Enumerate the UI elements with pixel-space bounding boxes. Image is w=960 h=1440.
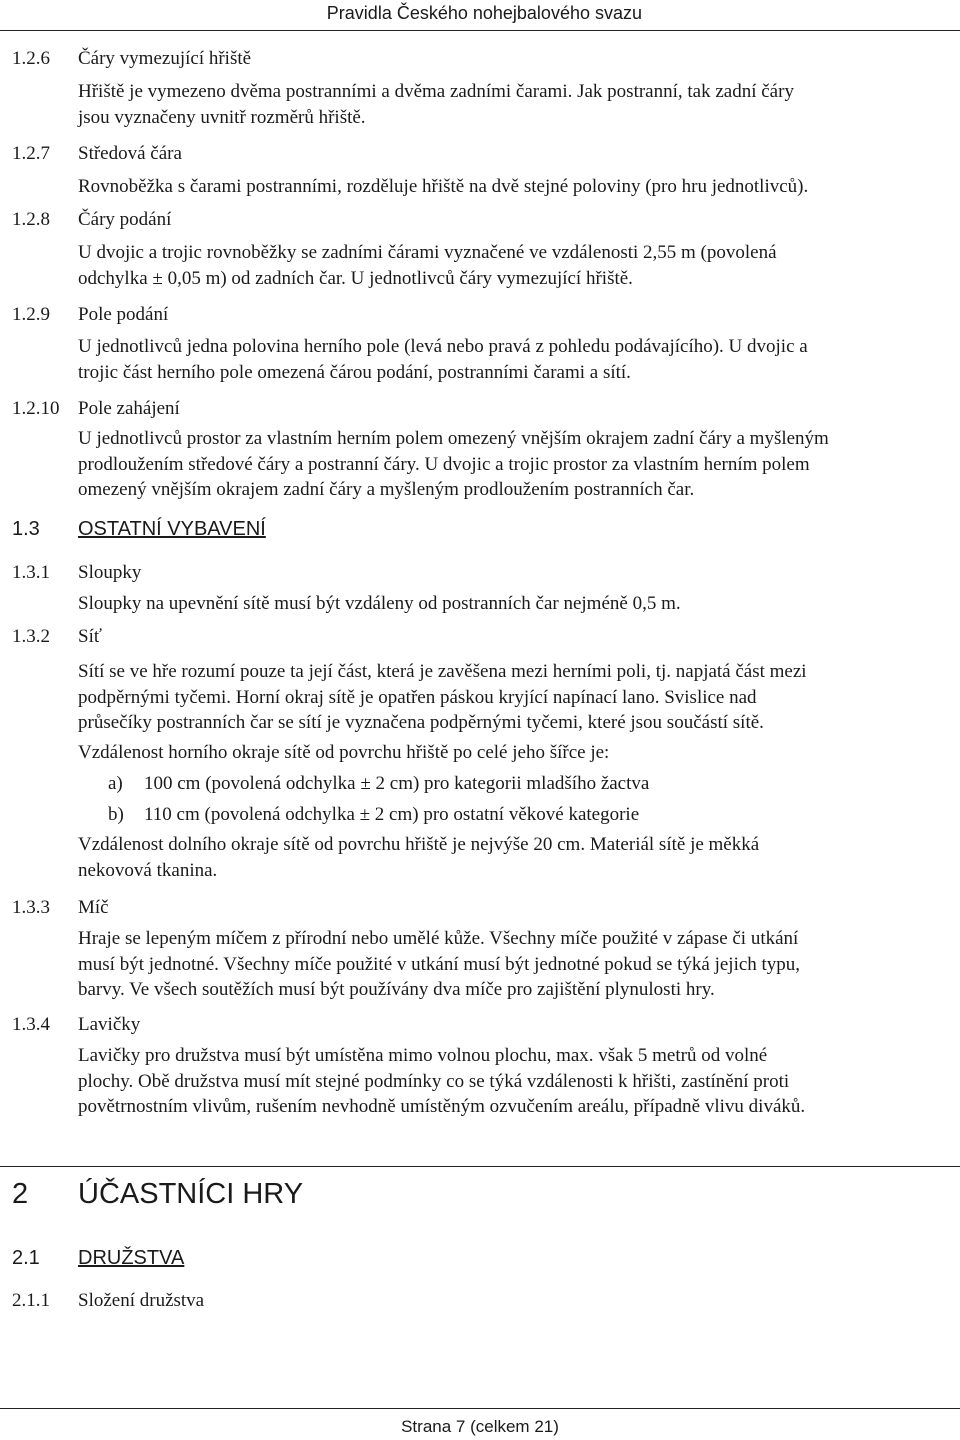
section-number: 1.2.7 (12, 143, 50, 164)
text-line: Rovnoběžka s čarami postranními, rozděluje hřiště na dvě stejné poloviny (pro hru jednotlivců). (78, 176, 809, 197)
text-line: jsou vyznačeny uvnitř rozměrů hřiště. (78, 106, 366, 128)
page-footer: Strana 7 (celkem 21) (401, 1417, 559, 1436)
section-title: Středová čára (78, 143, 182, 164)
text-line: trojic část herního pole omezená čárou podání, postranními čarami a sítí. (78, 361, 631, 383)
section-1-2-8-text (78, 240, 950, 291)
heading-number: 2.1 (12, 1247, 40, 1269)
text-line: Vzdálenost horního okraje sítě od povrchu hřiště po celé jeho šířce je: (78, 742, 610, 763)
list-text: 100 cm (povolená odchylka ± 2 cm) pro kategorii mladšího žactva (144, 773, 650, 794)
section-number: 1.3.3 (12, 897, 50, 918)
section-1-2-6-text (78, 79, 950, 130)
section-1-3-2-paragraph-2 (78, 832, 950, 883)
text-line: barvy. Ve všech soutěžích musí být používány dva míče pro zajištění plynulosti hry. (78, 979, 715, 1000)
text-line: odchylka ± 0,05 m) od zadních čar. U jednotlivců čáry vymezující hřiště. (78, 267, 633, 289)
text-line: U jednotlivců prostor za vlastním herním polem omezený vnějším okrajem zadní čáry a myšleným (78, 428, 829, 449)
text-line: Hřiště je vymezeno dvěma postranními a dvěma zadními čarami. Jak postranní, tak zadní čáry (78, 81, 794, 102)
list-label: b) (108, 804, 124, 825)
text-line: průsečíky postranních čar se sítí je vyznačena podpěrnými tyčemi, které jsou součástí sítě. (78, 712, 764, 733)
section-number: 1.2.9 (12, 304, 50, 325)
section-number: 1.3.1 (12, 562, 50, 583)
section-1-2-9-text (78, 334, 950, 385)
section-1-2-10-text (78, 426, 950, 503)
section-number: 2.1.1 (12, 1290, 50, 1311)
heading-title: OSTATNÍ VYBAVENÍ (78, 518, 266, 540)
section-1-3-2-text (78, 659, 950, 736)
text-line: plochy. Obě družstva musí mít stejné podmínky co se týká vzdálenosti k hřišti, zastínění proti (78, 1070, 790, 1092)
section-number: 1.2.6 (12, 48, 50, 69)
section-1-3-2-paragraph (78, 740, 950, 766)
header-divider (0, 30, 960, 31)
section-title: Čáry vymezující hřiště (78, 48, 252, 69)
list-text: 110 cm (povolená odchylka ± 2 cm) pro ostatní věkové kategorie (144, 804, 640, 825)
section-1-3-1-text (78, 591, 950, 617)
section-number: 1.3.4 (12, 1014, 50, 1035)
text-line: musí být jednotné. Všechny míče použité v utkání musí být jednotné pokud se týká jejich typu, (78, 953, 801, 975)
section-title: Čáry podání (78, 209, 172, 230)
footer-divider (0, 1408, 960, 1409)
text-line: Sítí se ve hře rozumí pouze ta její část, která je zavěšena mezi herními poli, tj. napjatá část mezi (78, 661, 807, 682)
text-line: prodloužením středové čáry a postranní čáry. U dvojic a trojic prostor za vlastním herním polem (78, 453, 810, 475)
chapter-divider (0, 1166, 960, 1167)
text-line: Sloupky na upevnění sítě musí být vzdáleny od postranních čar nejméně 0,5 m. (78, 593, 681, 614)
section-number: 1.3.2 (12, 626, 50, 647)
section-1-3-3-text (78, 926, 950, 1003)
section-title: Pole podání (78, 304, 169, 325)
section-title: Pole zahájení (78, 398, 180, 419)
text-line: povětrnostním vlivům, rušením nevhodně umístěným ozvučením areálu, případně vlivu diváků. (78, 1096, 806, 1117)
section-number: 1.2.10 (12, 398, 60, 419)
list-label: a) (108, 773, 123, 794)
text-line: Lavičky pro družstva musí být umístěna mimo volnou plochu, max. však 5 metrů od volné (78, 1045, 768, 1066)
section-1-2-7-text (78, 174, 950, 200)
section-1-3-4-text (78, 1043, 950, 1120)
text-line: U dvojic a trojic rovnoběžky se zadními čárami vyznačené ve vzdálenosti 2,55 m (povolená (78, 242, 777, 263)
section-title: Lavičky (78, 1014, 141, 1035)
text-line: Hraje se lepeným míčem z přírodní nebo umělé kůže. Všechny míče použité v zápase či utkání (78, 928, 799, 949)
text-line: omezený vnějším okrajem zadní čáry a myšleným prodloužením postranních čar. (78, 479, 695, 500)
text-line: Vzdálenost dolního okraje sítě od povrchu hřiště je nejvýše 20 cm. Materiál sítě je měkká (78, 834, 760, 855)
section-title: Síť (78, 626, 102, 647)
text-line: U jednotlivců jedna polovina herního pole (levá nebo pravá z pohledu podávajícího). U dvojic a (78, 336, 808, 357)
heading-title: DRUŽSTVA (78, 1247, 185, 1269)
text-line: podpěrnými tyčemi. Horní okraj sítě je opatřen páskou kryjící napínací lano. Svislice nad (78, 686, 757, 708)
heading-number: 1.3 (12, 518, 40, 540)
section-title: Složení družstva (78, 1290, 205, 1311)
section-title: Sloupky (78, 562, 142, 583)
section-number: 1.2.8 (12, 209, 50, 230)
page-header: Pravidla Českého nohejbalového svazu (326, 3, 642, 23)
chapter-title: ÚČASTNÍCI HRY (78, 1178, 304, 1210)
chapter-number: 2 (12, 1178, 29, 1210)
section-title: Míč (78, 897, 109, 918)
text-line: nekovová tkanina. (78, 859, 218, 881)
